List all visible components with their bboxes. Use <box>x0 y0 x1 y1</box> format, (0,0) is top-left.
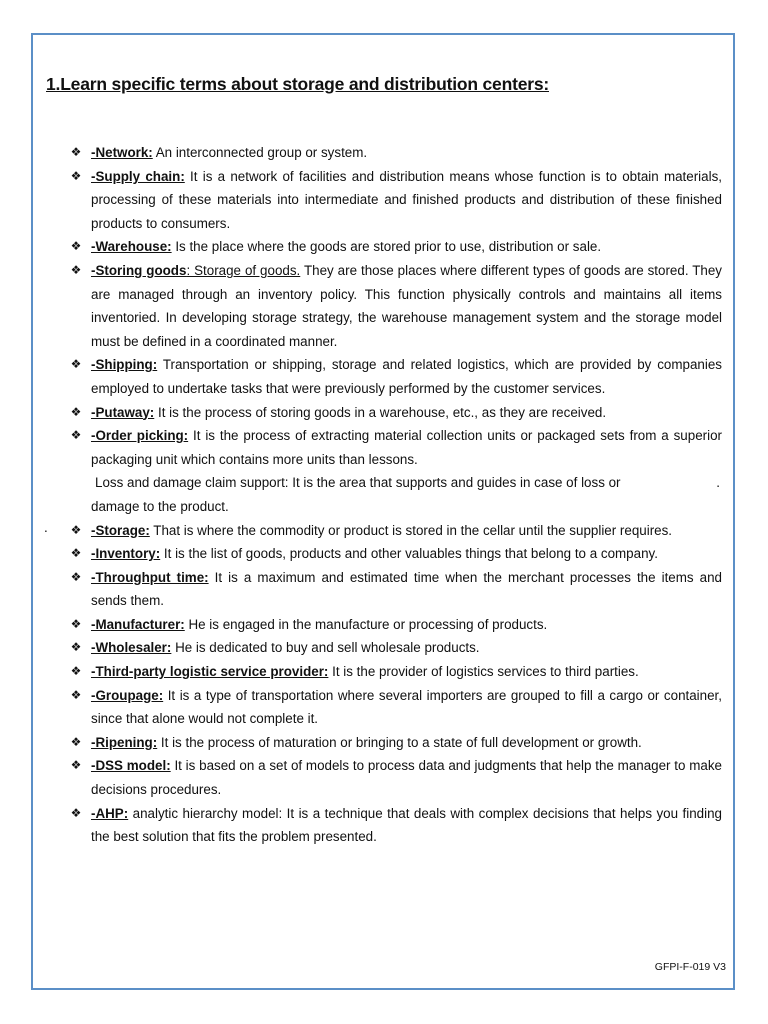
diamond-bullet-icon: ❖ <box>70 734 82 749</box>
list-item <box>65 259 722 353</box>
list-item <box>65 660 722 684</box>
stray-dot: . <box>44 520 48 535</box>
paragraph-line: Loss and damage claim support: It is the area that supports and guides in case of loss or <box>95 475 621 491</box>
list-item <box>65 566 722 613</box>
term-name: -Storing goods <box>91 262 187 278</box>
term-name: -Inventory: <box>91 546 161 562</box>
diamond-bullet-icon: ❖ <box>70 758 82 773</box>
term-definition: It is the process of maturation or bringing to a state of full development or growth. <box>157 734 642 750</box>
list-item <box>65 731 722 755</box>
term-name: -Supply chain: <box>91 168 185 184</box>
term-definition: They are those places where different types of goods are stored. They are managed through an inventory policy. This function physically controls and maintains all items inventoried. In developing storage strategy, the warehouse management system and the storage model must be defined in a coordinated manner. <box>91 262 723 349</box>
diamond-bullet-icon: ❖ <box>70 640 82 655</box>
list-item <box>65 401 722 425</box>
term-name: -Order picking: <box>91 428 189 444</box>
diamond-bullet-icon: ❖ <box>70 664 82 679</box>
diamond-bullet-icon: ❖ <box>70 616 82 631</box>
term-definition: It is the provider of logistics services to third parties. <box>328 664 639 680</box>
diamond-bullet-icon: ❖ <box>70 262 82 277</box>
diamond-bullet-icon: ❖ <box>70 357 82 372</box>
diamond-bullet-icon: ❖ <box>70 145 82 159</box>
list-item <box>65 613 722 637</box>
list-item <box>65 684 722 731</box>
term-definition: An interconnected group or system. <box>152 145 368 160</box>
list-item <box>65 235 722 259</box>
term-definition: It is the process of storing goods in a warehouse, etc., as they are received. <box>154 404 607 420</box>
list-item <box>65 424 722 471</box>
diamond-bullet-icon: ❖ <box>70 404 82 419</box>
term-definition: It is a network of facilities and distribution means whose function is to obtain materials, processing of these materials into intermediate and finished products and distribution of these finished products to consumers. <box>91 168 722 231</box>
term-name: -Groupage: <box>91 687 164 703</box>
term-name: -Network: <box>91 145 153 160</box>
list-item <box>65 636 722 660</box>
term-name: -Throughput time: <box>91 569 209 585</box>
term-name: -Warehouse: <box>91 239 172 255</box>
term-definition: He is engaged in the manufacture or processing of products. <box>184 616 548 632</box>
list-item <box>65 542 722 566</box>
document-code: GFPI-F-019 V3 <box>654 961 726 973</box>
term-definition: Is the place where the goods are stored prior to use, distribution or sale. <box>171 239 602 255</box>
list-item <box>65 519 722 543</box>
diamond-bullet-icon: ❖ <box>70 687 82 702</box>
paragraph-line: damage to the product. <box>91 498 229 514</box>
term-name: -Shipping: <box>91 357 158 373</box>
term-definition: It is a type of transportation where several importers are grouped to fill a cargo or container, since that alone would not complete it. <box>91 687 722 727</box>
term-definition: analytic hierarchy model: It is a technique that deals with complex decisions that helps you finding the best solution that fits the problem presented. <box>91 805 722 845</box>
term-name: -Wholesaler: <box>91 640 172 656</box>
diamond-bullet-icon: ❖ <box>70 428 82 443</box>
term-name: -DSS model: <box>91 758 171 774</box>
term-definition: He is dedicated to buy and sell wholesale products. <box>171 640 480 656</box>
diamond-bullet-icon: ❖ <box>70 546 82 561</box>
term-definition: Transportation or shipping, storage and related logistics, which are provided by companies employed to undertake tasks that were previously performed by the customer services. <box>91 357 722 396</box>
term-definition: That is where the commodity or product is stored in the cellar until the supplier requires. <box>149 522 673 538</box>
term-name: -Putaway: <box>91 404 155 420</box>
term-name: -Storage: <box>91 522 150 538</box>
list-item <box>65 353 722 400</box>
term-name: -Ripening: <box>91 734 158 750</box>
diamond-bullet-icon: ❖ <box>70 239 82 254</box>
term-definition: It is the process of extracting material collection units or packaged sets from a superior packaging unit which contains more units than lessons. <box>91 428 722 467</box>
list-item <box>65 754 722 801</box>
term-definition: It is based on a set of models to process data and judgments that help the manager to make decisions procedures. <box>91 758 722 798</box>
page-title: 1.Learn specific terms about storage and distribution centers: <box>46 74 549 94</box>
diamond-bullet-icon: ❖ <box>70 522 82 537</box>
diamond-bullet-icon: ❖ <box>70 569 82 584</box>
term-subtitle: : Storage of goods. <box>186 262 301 278</box>
list-item <box>65 165 722 236</box>
term-name: -AHP: <box>91 805 129 821</box>
loss-damage-paragraph <box>65 471 722 518</box>
term-name: -Third-party logistic service provider: <box>91 664 329 680</box>
diamond-bullet-icon: ❖ <box>70 168 82 183</box>
stray-dot: . <box>716 475 720 491</box>
term-definition: It is a maximum and estimated time when the merchant processes the items and sends them. <box>91 569 722 609</box>
terms-list <box>65 141 722 849</box>
diamond-bullet-icon: ❖ <box>70 805 82 820</box>
term-definition: It is the list of goods, products and other valuables things that belong to a company. <box>160 546 658 562</box>
list-item <box>65 802 722 849</box>
list-item <box>65 141 722 165</box>
term-name: -Manufacturer: <box>91 616 185 632</box>
